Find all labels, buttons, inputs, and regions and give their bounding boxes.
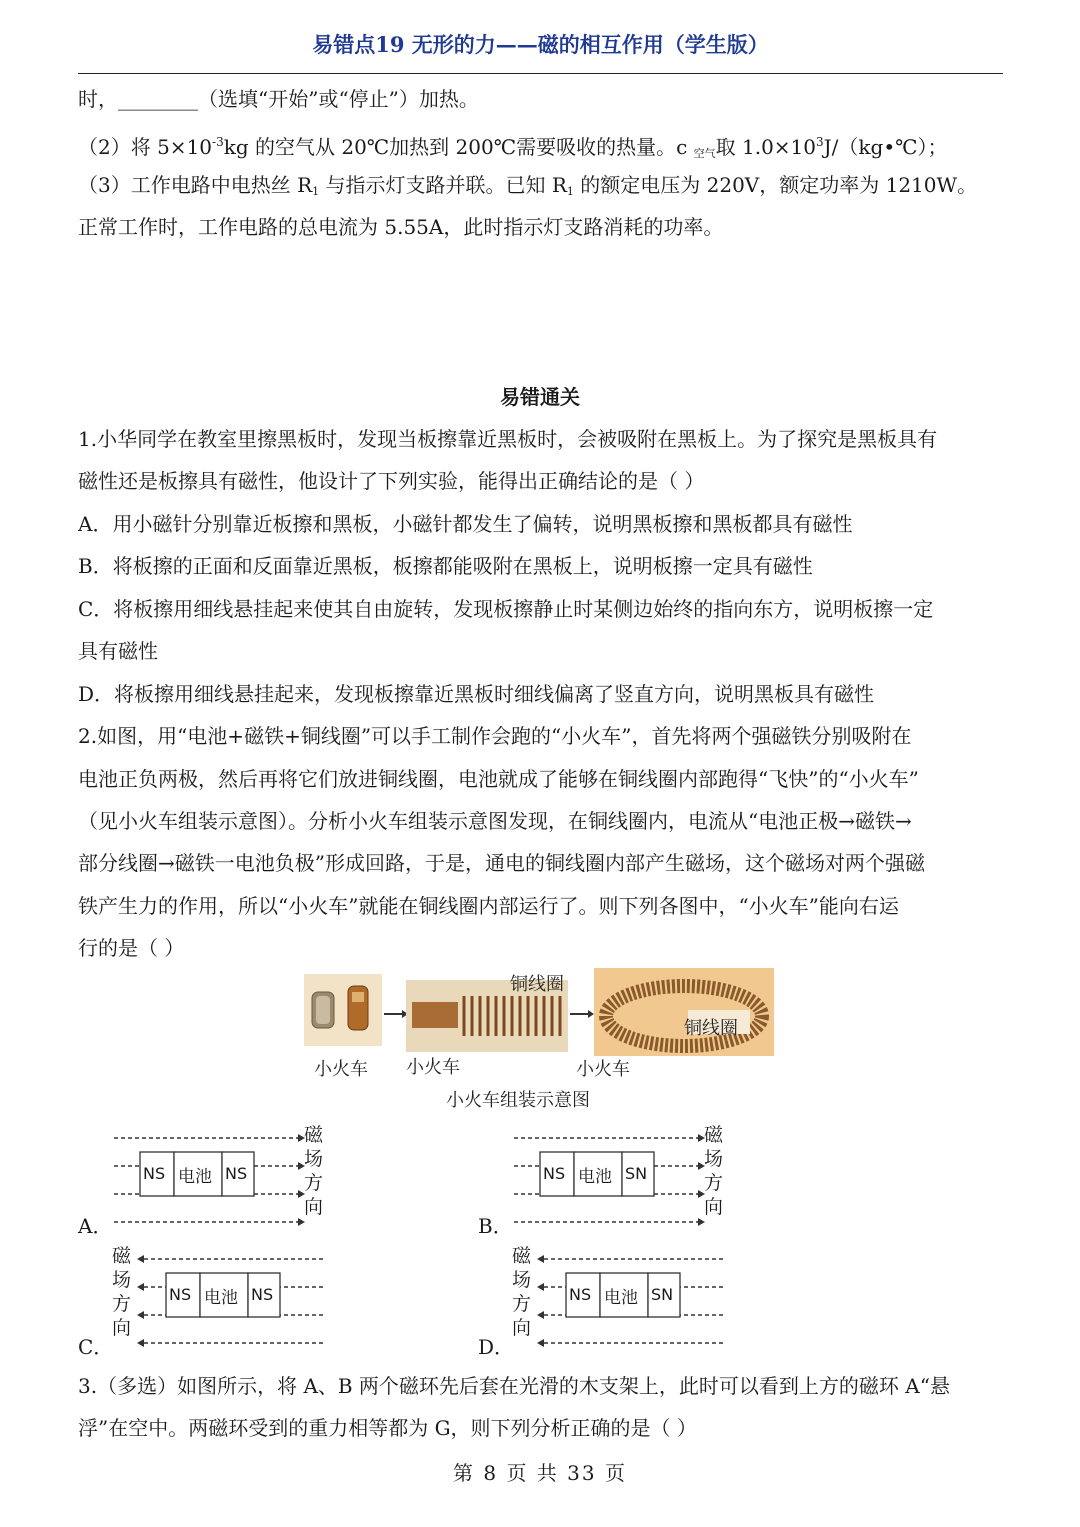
magnet-right-label: SN xyxy=(625,1164,648,1183)
magnet-right-label: SN xyxy=(651,1285,674,1304)
field-direction-label: 方 xyxy=(704,1172,724,1194)
q2-line: 铁产生力的作用，所以“小火车”就能在铜线圈内部运行了。则下列各图中，“小火车”能向右运 xyxy=(78,894,899,918)
q1-option-d: D．将板擦用细线悬挂起来，发现板擦靠近黑板时细线偏离了竖直方向，说明黑板具有磁性 xyxy=(78,682,875,706)
caption-train-2: 小火车 xyxy=(406,1057,460,1078)
field-arrowhead xyxy=(537,1255,544,1263)
caption-train-1: 小火车 xyxy=(314,1059,368,1080)
caption-main: 小火车组装示意图 xyxy=(446,1090,590,1111)
q1-option-b: B．将板擦的正面和反面靠近黑板，板擦都能吸附在黑板上，说明板擦一定具有磁性 xyxy=(78,554,813,578)
q1-line: 1.小华同学在教室里擦黑板时，发现当板擦靠近黑板时，会被吸附在黑板上。为了探究是黑板具有 xyxy=(78,427,938,451)
q2-line: 电池正负两极，然后再将它们放进铜线圈，电池就成了能够在铜线圈内部跑得“飞快”的“小火车” xyxy=(78,767,919,791)
option-label[interactable]: C． xyxy=(78,1335,114,1359)
field-direction-label: 向 xyxy=(512,1317,532,1339)
option-label[interactable]: D． xyxy=(478,1335,515,1359)
magnet-left-label: NS xyxy=(569,1285,592,1304)
q2-pre: （2）将 5×10 xyxy=(78,135,213,159)
field-direction-label: 场 xyxy=(304,1148,324,1170)
option-diagram-A xyxy=(78,1122,408,1238)
section-title: 易错通关 xyxy=(500,385,580,409)
field-direction-label: 向 xyxy=(304,1196,324,1218)
battery-label: 电池 xyxy=(178,1162,212,1187)
option-label[interactable]: A． xyxy=(78,1214,113,1238)
battery-label: 电池 xyxy=(578,1162,612,1187)
caption-train-3: 小火车 xyxy=(576,1059,630,1080)
battery-label: 电池 xyxy=(204,1283,238,1308)
field-direction-label: 向 xyxy=(112,1317,132,1339)
field-direction-label: 方 xyxy=(512,1293,532,1315)
q3-sub2: 1 xyxy=(566,185,574,198)
q2-exp: -3 xyxy=(212,135,224,149)
caption-coil-2: 铜线圈 xyxy=(684,1018,738,1039)
field-direction-label: 磁 xyxy=(112,1245,132,1267)
q3-sub: 1 xyxy=(312,185,320,198)
q2-sub: 空气 xyxy=(693,147,716,160)
q2-line: 2.如图，用“电池+磁铁+铜线圈”可以手工制作会跑的“小火车”，首先将两个强磁铁分别吸附在 xyxy=(78,724,912,748)
q2-post1: 取 1.0×10 xyxy=(715,135,817,159)
option-diagram-C xyxy=(78,1243,408,1359)
magnet-right-label: NS xyxy=(225,1164,248,1183)
field-direction-label: 磁 xyxy=(512,1245,532,1267)
q1-line: 磁性还是板擦具有磁性，他设计了下列实验，能得出正确结论的是（ ） xyxy=(78,469,705,493)
q3-line: 3.（多选）如图所示，将 A、B 两个磁环先后套在光滑的木支架上，此时可以看到上方的磁环 A“悬 xyxy=(78,1374,950,1398)
field-arrowhead xyxy=(698,1218,705,1226)
page-footer: 第 8 页 共 33 页 xyxy=(453,1461,627,1485)
option-diagram-D xyxy=(478,1243,808,1359)
field-direction-label: 磁 xyxy=(704,1124,724,1146)
option-diagram-B xyxy=(478,1122,808,1238)
field-direction-label: 磁 xyxy=(304,1124,324,1146)
intro-q2 xyxy=(78,127,1008,169)
q1-option-c: C．将板擦用细线悬挂起来使其自由旋转，发现板擦静止时某侧边始终的指向东方，说明板擦一定 xyxy=(78,597,934,621)
q1-option-a: A．用小磁针分别靠近板擦和黑板，小磁针都发生了偏转，说明黑板擦和黑板都具有磁性 xyxy=(78,512,853,536)
caption-coil-1: 铜线圈 xyxy=(510,974,564,995)
field-direction-label: 场 xyxy=(512,1269,532,1291)
field-direction-label: 方 xyxy=(112,1293,132,1315)
intro-line-1: 时，________（选填“开始”或“停止”）加热。 xyxy=(78,87,479,111)
q2-mid: kg 的空气从 20℃加热到 200℃需要吸收的热量。c xyxy=(223,135,694,159)
field-direction-label: 场 xyxy=(112,1269,132,1291)
page-header xyxy=(78,30,1003,74)
magnet-left-label: NS xyxy=(169,1285,192,1304)
magnet-right-label: NS xyxy=(251,1285,274,1304)
field-direction-label: 方 xyxy=(304,1172,324,1194)
q2-line: （见小火车组装示意图）。分析小火车组装示意图发现，在铜线圈内，电流从“电池正极→磁铁→ xyxy=(78,809,912,833)
field-arrowhead xyxy=(537,1339,544,1347)
magnet-left-label: NS xyxy=(143,1164,166,1183)
q3-a: （3）工作电路中电热丝 R xyxy=(78,173,313,197)
field-direction-label: 场 xyxy=(704,1148,724,1170)
field-arrowhead xyxy=(137,1311,144,1319)
q2-line: 行的是（ ） xyxy=(78,936,185,960)
field-arrowhead xyxy=(137,1255,144,1263)
field-arrowhead xyxy=(537,1311,544,1319)
q3-b: 与指示灯支路并联。已知 R xyxy=(319,173,567,197)
magnet-left-label: NS xyxy=(543,1164,566,1183)
option-label[interactable]: B． xyxy=(478,1214,513,1238)
q2-line: 部分线圈→磁铁一电池负极”形成回路，于是，通电的铜线圈内部产生磁场，这个磁场对两个强磁 xyxy=(78,851,925,875)
field-arrowhead xyxy=(137,1339,144,1347)
field-direction-label: 向 xyxy=(704,1196,724,1218)
q2-post2: J/（kg•℃）； xyxy=(823,135,948,159)
q3-line: 浮”在空中。两磁环受到的重力相等都为 G，则下列分析正确的是（ ） xyxy=(78,1416,697,1440)
header-title: 易错点19 无形的力——磁的相互作用（学生版） xyxy=(312,32,769,57)
field-arrowhead xyxy=(537,1283,544,1291)
field-arrowhead xyxy=(137,1283,144,1291)
q2-exp2: 3 xyxy=(816,135,824,149)
field-arrowhead xyxy=(298,1218,305,1226)
intro-q3-line2: 正常工作时，工作电路的总电流为 5.55A，此时指示灯支路消耗的功率。 xyxy=(78,215,724,239)
battery-label: 电池 xyxy=(604,1283,638,1308)
q1-option-c-cont: 具有磁性 xyxy=(78,639,158,663)
q3-c: 的额定电压为 220V，额定功率为 1210W。 xyxy=(573,173,978,197)
intro-q3-line1 xyxy=(78,170,1008,207)
